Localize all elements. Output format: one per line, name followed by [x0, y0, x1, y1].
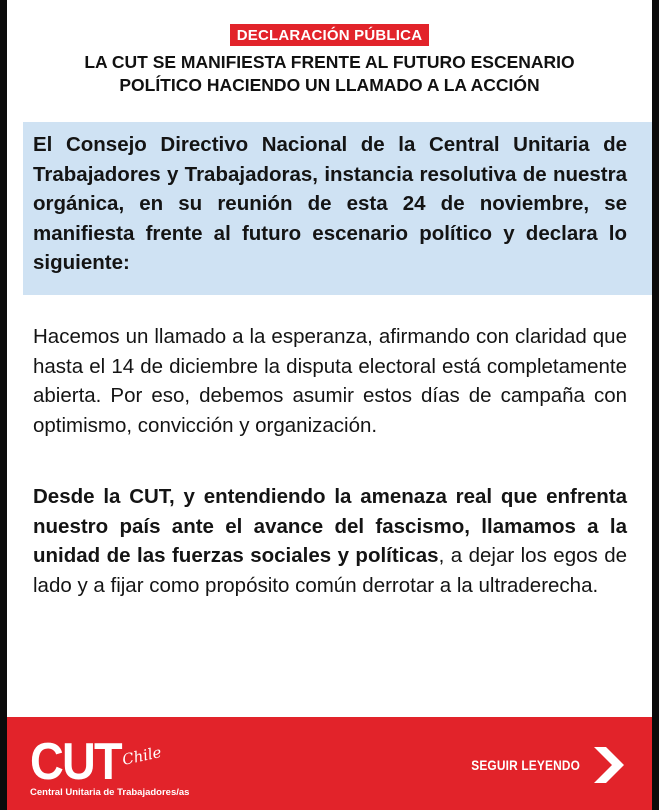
read-more-button[interactable]: [452, 745, 626, 785]
declaration-card: [7, 0, 652, 810]
tag-container: [7, 24, 652, 46]
read-more-label: SEGUIR LEYENDO: [471, 757, 580, 773]
unity-paragraph-rest: , a dejar los egos de lado y a fijar como propósito común derrotar a la ultraderecha.: [33, 544, 627, 597]
page-title: [47, 51, 612, 97]
title-line-1: LA CUT SE MANIFIESTA FRENTE AL FUTURO ESCENARIO: [84, 52, 575, 72]
hope-paragraph: Hacemos un llamado a la esperanza, afirmando con claridad que hasta el 14 de diciembre la disputa electoral está completamente abierta. Por eso, debemos asumir estos días de campaña con optimismo, convicción y organización.: [33, 325, 627, 437]
chevron-right-icon: [592, 745, 626, 785]
unity-paragraph: [33, 482, 627, 600]
cut-chile-logo: [30, 735, 230, 805]
logo-subtitle: Central Unitaria de Trabajadores/as: [30, 787, 190, 798]
unity-paragraph-bold: Desde la CUT, y entendiendo la amenaza real que enfrenta nuestro país ante el avance del fascismo, llamamos a la unidad de las fuerzas sociales y políticas: [33, 485, 627, 567]
intro-paragraph: El Consejo Directivo Nacional de la Central Unitaria de Trabajadores y Trabajadoras, instancia resolutiva de nuestra orgánica, en su reunión de esta 24 de noviembre, se manifiesta frente al futuro escenario político y declara lo siguiente:: [33, 133, 627, 274]
logo-script: Chile: [120, 743, 164, 769]
logo-wordmark: CUT: [30, 733, 121, 791]
footer-bar: [7, 717, 652, 810]
title-line-2: POLÍTICO HACIENDO UN LLAMADO A LA ACCIÓN: [119, 75, 540, 95]
declaration-tag: DECLARACIÓN PÚBLICA: [230, 24, 429, 46]
